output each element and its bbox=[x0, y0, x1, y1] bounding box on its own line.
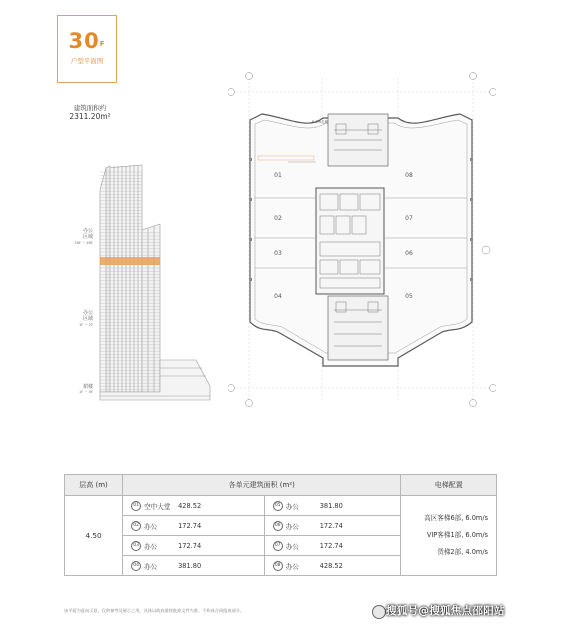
highlighted-floor bbox=[100, 257, 160, 265]
unit-label-06: 06 bbox=[405, 250, 413, 257]
unit-no: 07 bbox=[273, 541, 283, 551]
elevator-line: 货梯2部, 4.0m/s bbox=[437, 548, 488, 556]
unit-area: 428.52 bbox=[178, 501, 202, 510]
watermark: 搜狐号@搜狐焦点邵阳站 bbox=[386, 605, 505, 617]
area-label: 建筑面积约 bbox=[73, 104, 107, 112]
corridor-label: 8.9m走廊 bbox=[311, 120, 329, 124]
unit-area-table bbox=[64, 474, 497, 576]
badge-subtitle: 户型平面图 bbox=[70, 57, 104, 65]
unit-type: 办公 bbox=[285, 522, 299, 531]
elevator-line: 高区客梯6部, 6.0m/s bbox=[424, 514, 488, 522]
unit-area: 172.74 bbox=[319, 521, 343, 530]
area-value: 2311.20m² bbox=[69, 112, 111, 121]
section-label-middle: 办公 区域 bbox=[82, 310, 93, 322]
unit-type: 办公 bbox=[144, 562, 158, 571]
unit-area: 172.74 bbox=[178, 541, 202, 550]
unit-type: 办公 bbox=[285, 502, 299, 511]
unit-no: 02 bbox=[131, 521, 141, 531]
unit-type: 办公 bbox=[285, 562, 299, 571]
unit-no: 01 bbox=[131, 501, 141, 511]
unit-area: 381.80 bbox=[178, 561, 202, 570]
floor-plan bbox=[228, 70, 496, 410]
header-elevator: 电梯配置 bbox=[401, 475, 497, 496]
footnote: 该平面为意向示意，仅供参考及展示之用，具体以政府最终批准文件为准，不构成合同组成部分。 bbox=[64, 608, 245, 613]
unit-type: 空中大堂 bbox=[144, 502, 171, 511]
section-label-lower: 裙楼 bbox=[82, 384, 93, 390]
unit-area: 172.74 bbox=[319, 541, 343, 550]
floor-number: $30^F$ bbox=[68, 29, 106, 53]
floor-badge bbox=[57, 15, 117, 83]
floor-height-value: 4.50 bbox=[65, 496, 123, 576]
unit-label-01: 01 bbox=[274, 172, 282, 179]
unit-type: 办公 bbox=[144, 522, 158, 531]
unit-label-02: 02 bbox=[274, 215, 282, 222]
header-area: 各单元建筑面积 (m²) bbox=[123, 475, 401, 496]
unit-label-05: 05 bbox=[405, 293, 413, 300]
unit-no: 03 bbox=[131, 541, 141, 551]
elevator-line: VIP客梯1部, 6.0m/s bbox=[426, 531, 488, 539]
section-label-upper: 办公 区域 bbox=[82, 228, 93, 240]
unit-label-04: 04 bbox=[274, 293, 282, 300]
unit-no: 08 bbox=[273, 561, 283, 571]
section-range-lower: 1F ~ 4F bbox=[78, 390, 93, 394]
section-range-upper: 58F ~ 48F bbox=[74, 241, 93, 245]
unit-area: 428.52 bbox=[319, 561, 343, 570]
building-elevation bbox=[56, 160, 216, 410]
header-height: 层高 (m) bbox=[65, 475, 123, 496]
unit-no: 06 bbox=[273, 521, 283, 531]
section-range-middle: 1F ~ 2F bbox=[78, 323, 93, 327]
unit-type: 办公 bbox=[285, 542, 299, 551]
sohu-logo-icon bbox=[372, 605, 386, 619]
unit-label-03: 03 bbox=[274, 250, 282, 257]
unit-label-07: 07 bbox=[405, 215, 413, 222]
unit-area: 172.74 bbox=[178, 521, 202, 530]
unit-type: 办公 bbox=[144, 542, 158, 551]
unit-no: 05 bbox=[273, 501, 283, 511]
north-arrow-icon bbox=[482, 246, 490, 254]
unit-label-08: 08 bbox=[405, 172, 413, 179]
unit-no: 04 bbox=[131, 561, 141, 571]
unit-area: 381.80 bbox=[319, 501, 343, 510]
